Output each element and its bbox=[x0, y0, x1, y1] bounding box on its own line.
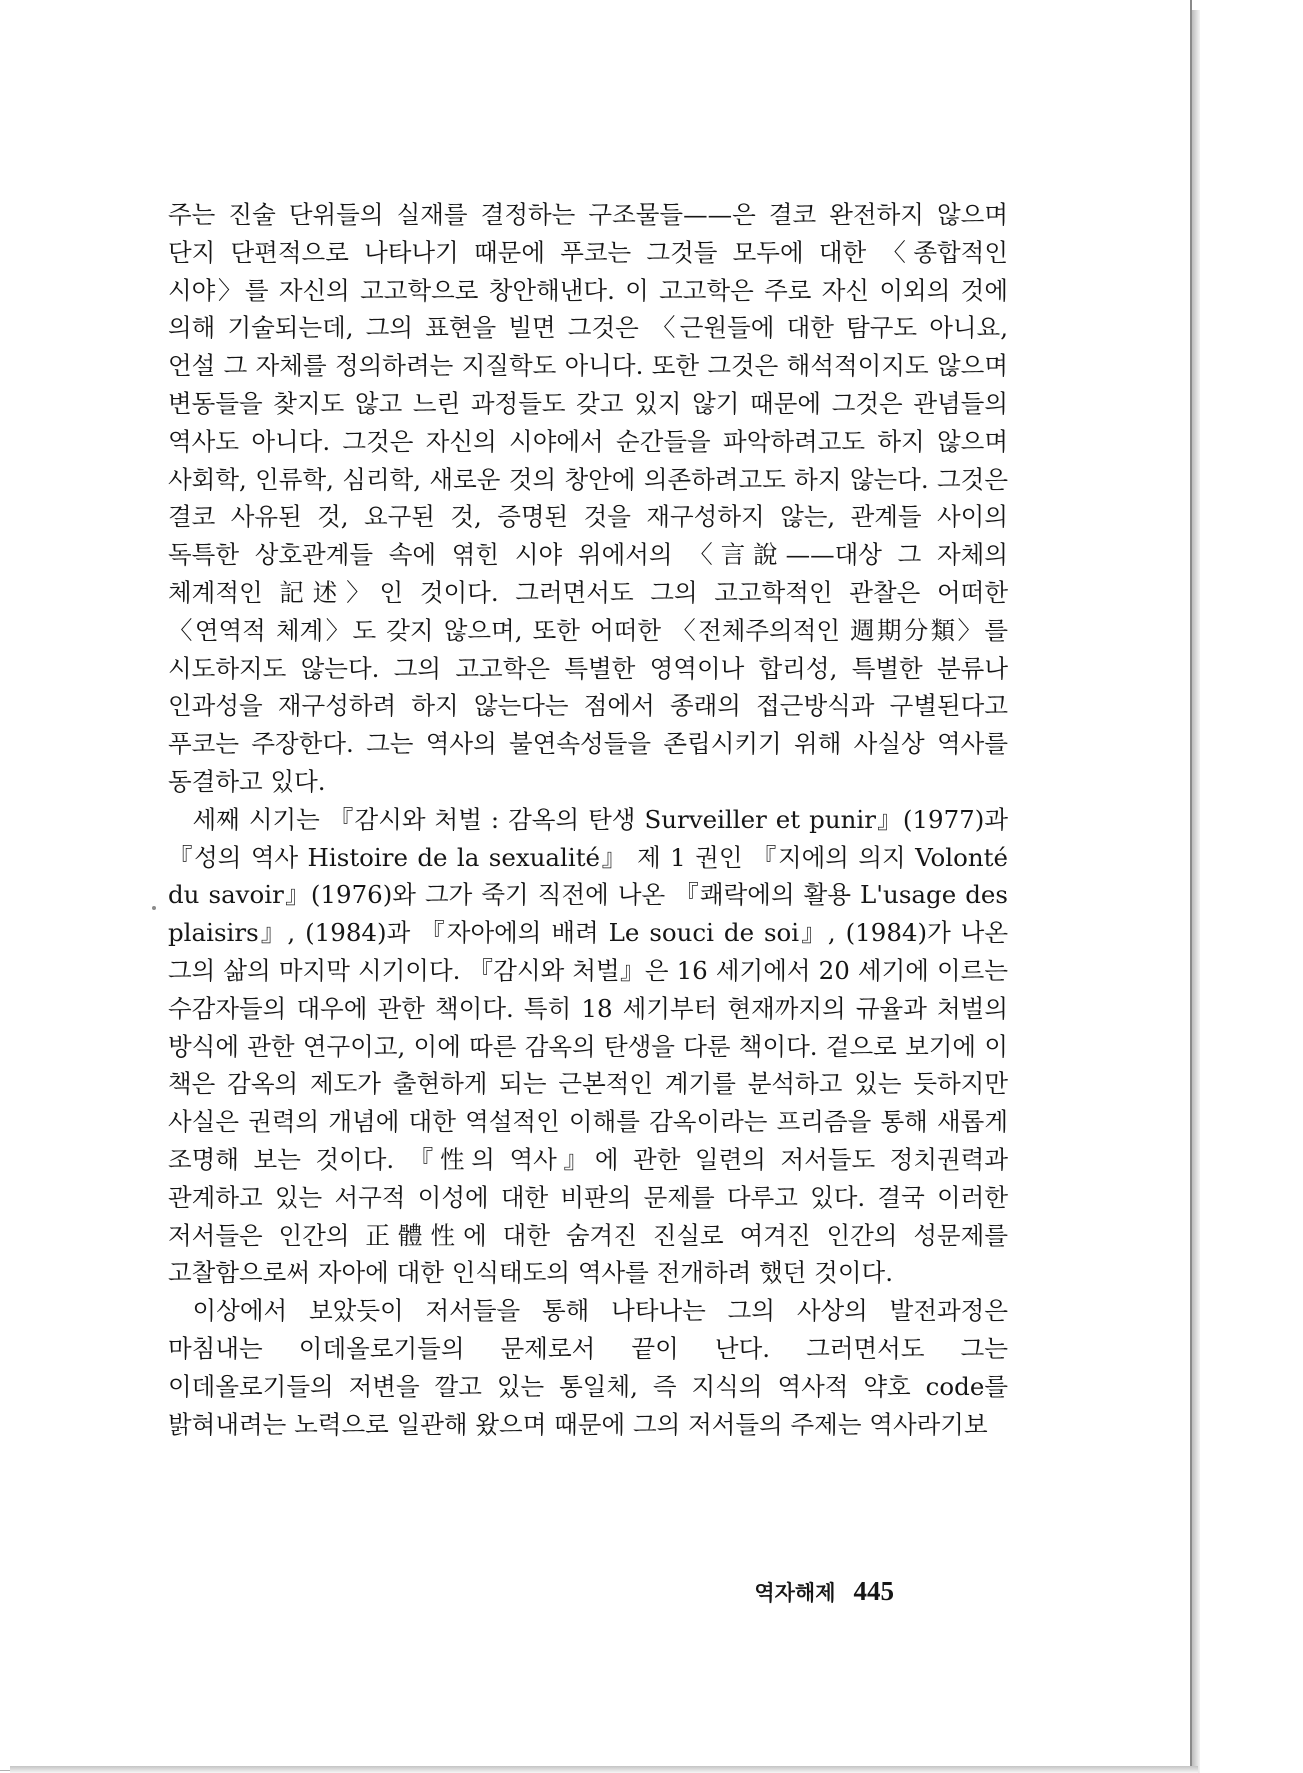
body-text bbox=[168, 196, 1008, 1546]
paragraph-2: 세째 시기는 『감시와 처벌 : 감옥의 탄생 Surveiller et punir』(1977)과 『성의 역사 Histoire de la sexualité』 제 1 권인 『지에의 의지 Volonté du savoir』(1976)와 그가 죽기 직전에 나온 『쾌락에의 활용 L'usage des plaisirs』, (1984)과 『자아에의 배려 Le souci de soi』, (1984)가 나온 그의 삶의 마지막 시기이다. 『감시와 처벌』은 16 세기에서 20 세기에 이르는 수감자들의 대우에 관한 책이다. 특히 18 세기부터 현재까지의 규율과 처벌의 방식에 관한 연구이고, 이에 따른 감옥의 탄생을 다룬 책이다. 겉으로 보기에 이 책은 감옥의 제도가 출현하게 되는 근본적인 계기를 분석하고 있는 듯하지만 사실은 권력의 개념에 대한 역설적인 이해를 감옥이라는 프리즘을 통해 새롭게 조명해 보는 것이다. 『性의 역사』에 관한 일련의 저서들도 정치권력과 관계하고 있는 서구적 이성에 대한 비판의 문제를 다루고 있다. 결국 이러한 저서들은 인간의 正體性에 대한 숨겨진 진실로 여겨진 인간의 성문제를 고찰함으로써 자아에 대한 인식태도의 역사를 전개하려 했던 것이다. bbox=[168, 804, 1008, 1288]
page-footer bbox=[754, 1576, 894, 1607]
page-number: 445 bbox=[853, 1576, 894, 1606]
running-head: 역자해제 bbox=[754, 1581, 836, 1605]
paragraph-3: 이상에서 보았듯이 저서들을 통해 나타나는 그의 사상의 발전과정은 마침내는 이데올로기들의 문제로서 끝이 난다. 그러면서도 그는 이데올로기들의 저변을 깔고 있는 통일체, 즉 지식의 역사적 약호 code를 밝혀내려는 노력으로 일관해 왔으며 때문에 그의 저서들의 주제는 역사라기보 bbox=[168, 1296, 1008, 1439]
scan-speck bbox=[152, 906, 156, 910]
page-shadow-right bbox=[1192, 10, 1200, 1773]
paragraph-1: 주는 진술 단위들의 실재를 결정하는 구조물들——은 결코 완전하지 않으며 단지 단편적으로 나타나기 때문에 푸코는 그것들 모두에 대한 〈종합적인 시야〉를 자신의 고고학으로 창안해낸다. 이 고고학은 주로 자신 이외의 것에 의해 기술되는데, 그의 표현을 빌면 그것은 〈근원들에 대한 탐구도 아니요, 언설 그 자체를 정의하려는 지질학도 아니다. 또한 그것은 해석적이지도 않으며 변동들을 찾지도 않고 느린 과정들도 갖고 있지 않기 때문에 그것은 관념들의 역사도 아니다. 그것은 자신의 시야에서 순간들을 파악하려고도 하지 않으며 사회학, 인류학, 심리학, 새로운 것의 창안에 의존하려고도 하지 않는다. 그것은 결코 사유된 것, 요구된 것, 증명된 것을 재구성하지 않는, 관계들 사이의 독특한 상호관계들 속에 엮힌 시야 위에서의 〈言說——대상 그 자체의 체계적인 記述〉인 것이다. 그러면서도 그의 고고학적인 관찰은 어떠한 〈연역적 체계〉도 갖지 않으며, 또한 어떠한 〈전체주의적인 週期分類〉를 시도하지도 않는다. 그의 고고학은 특별한 영역이나 합리성, 특별한 분류나 인과성을 재구성하려 하지 않는다는 점에서 종래의 접근방식과 구별된다고 푸코는 주장한다. 그는 역사의 불연속성들을 존립시키기 위해 사실상 역사를 동결하고 있다. bbox=[168, 200, 1008, 796]
page-shadow-bottom bbox=[10, 1766, 1198, 1773]
